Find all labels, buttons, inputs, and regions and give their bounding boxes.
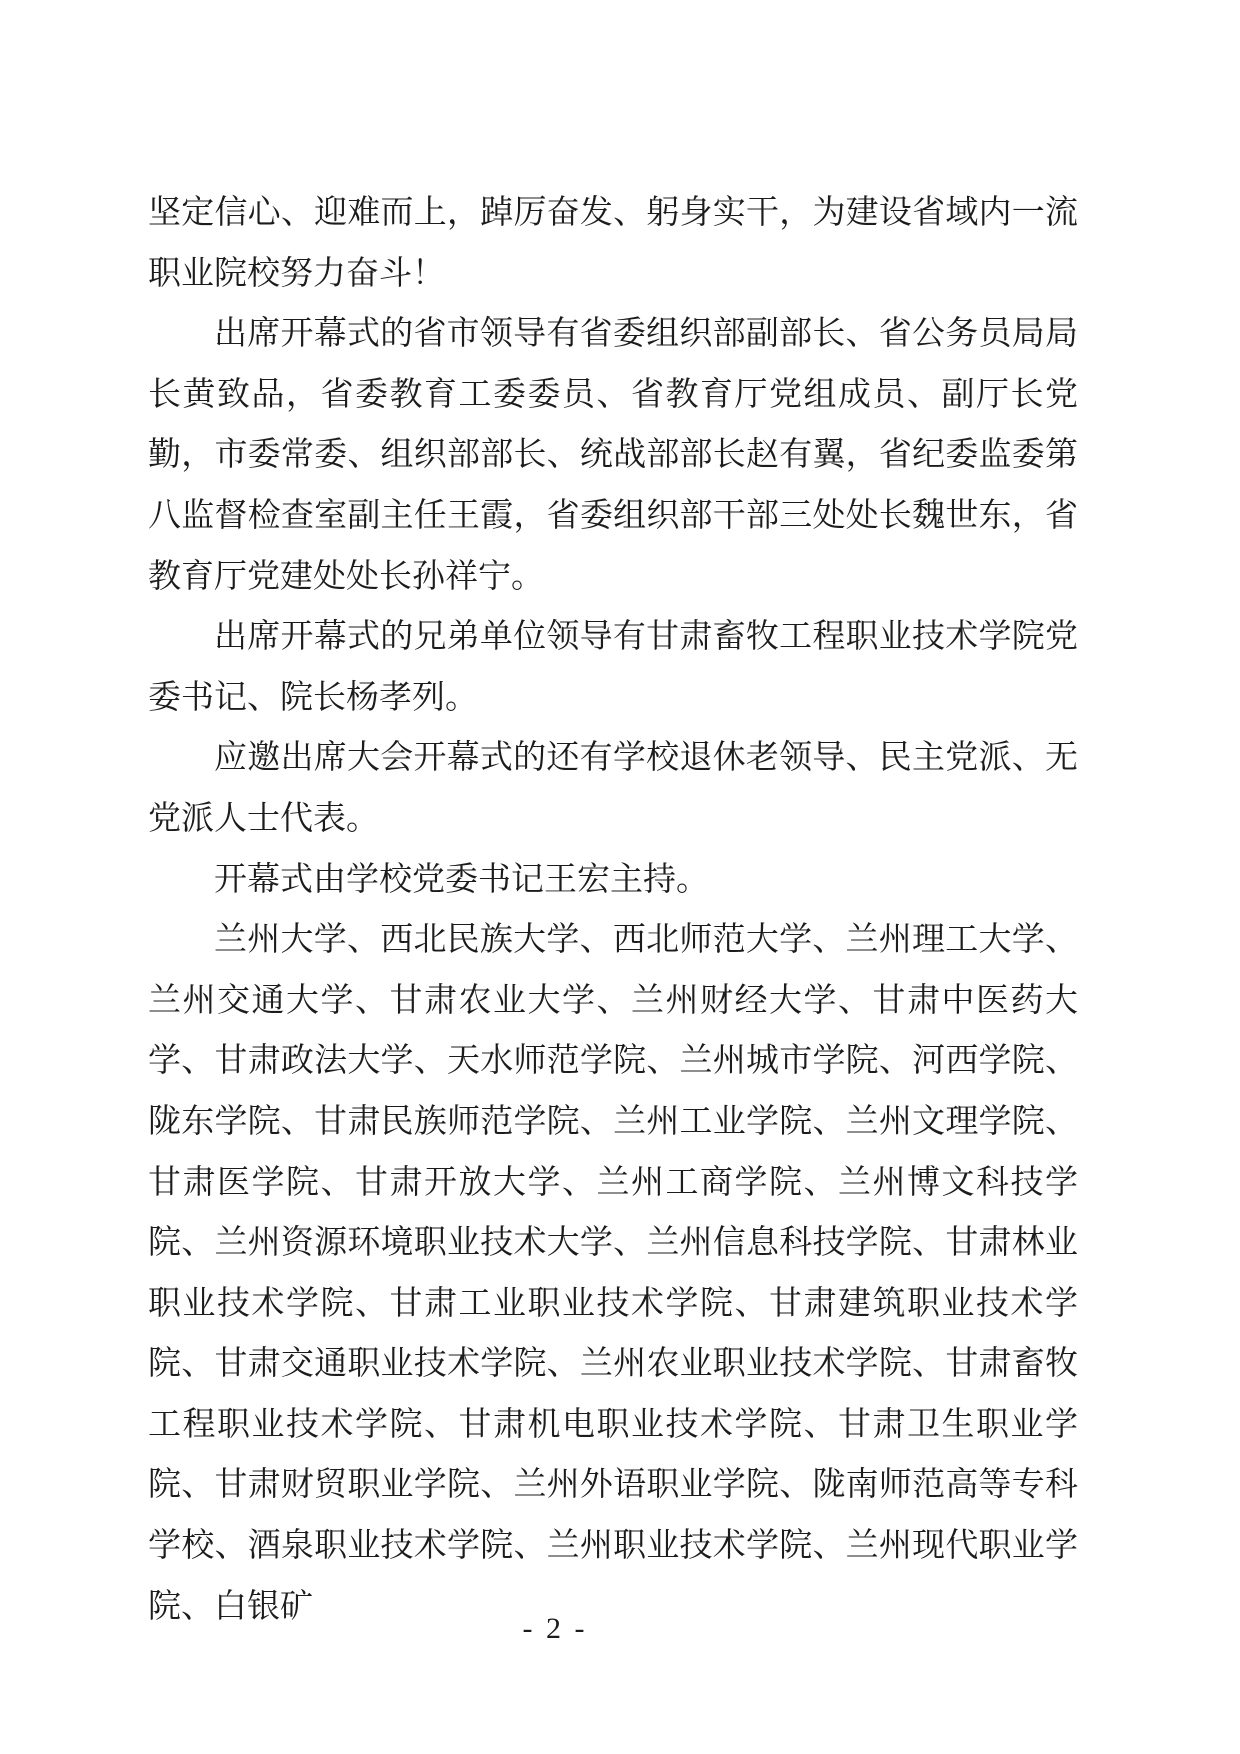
paragraph-3: 出席开幕式的兄弟单位领导有甘肃畜牧工程职业技术学院党委书记、院长杨孝列。 — [148, 619, 1078, 716]
paragraph-4: 应邀出席大会开幕式的还有学校退休老领导、民主党派、无党派人士代表。 — [148, 740, 1078, 837]
paragraph-2: 出席开幕式的省市领导有省委组织部副部长、省公务员局局长黄致品，省委教育工委委员、省教育厅党组成员、副厅长党勤，市委常委、组织部部长、统战部部长赵有翼，省纪委监委第八监督检查室副主任王霞，省委组织部干部三处处长魏世东，省教育厅党建处处长孙祥宁。 — [148, 316, 1078, 595]
paragraph-1: 坚定信心、迎难而上，踔厉奋发、躬身实干，为建设省域内一流职业院校努力奋斗！ — [148, 195, 1078, 292]
paragraph-5: 开幕式由学校党委书记王宏主持。 — [214, 861, 709, 898]
paragraph-6: 兰州大学、西北民族大学、西北师范大学、兰州理工大学、兰州交通大学、甘肃农业大学、兰州财经大学、甘肃中医药大学、甘肃政法大学、天水师范学院、兰州城市学院、河西学院、陇东学院、甘肃民族师范学院、兰州工业学院、兰州文理学院、甘肃医学院、甘肃开放大学、兰州工商学院、兰州博文科技学院、兰州资源环境职业技术大学、兰州信息科技学院、甘肃林业职业技术学院、甘肃工业职业技术学院、甘肃建筑职业技术学院、甘肃交通职业技术学院、兰州农业职业技术学院、甘肃畜牧工程职业技术学院、甘肃机电职业技术学院、甘肃卫生职业学院、甘肃财贸职业学院、兰州外语职业学院、陇南师范高等专科学校、酒泉职业技术学院、兰州职业技术学院、兰州现代职业学院、白银矿 — [148, 922, 1078, 1625]
page-content — [148, 183, 1078, 1637]
page-number: - 2 - — [522, 1612, 588, 1645]
